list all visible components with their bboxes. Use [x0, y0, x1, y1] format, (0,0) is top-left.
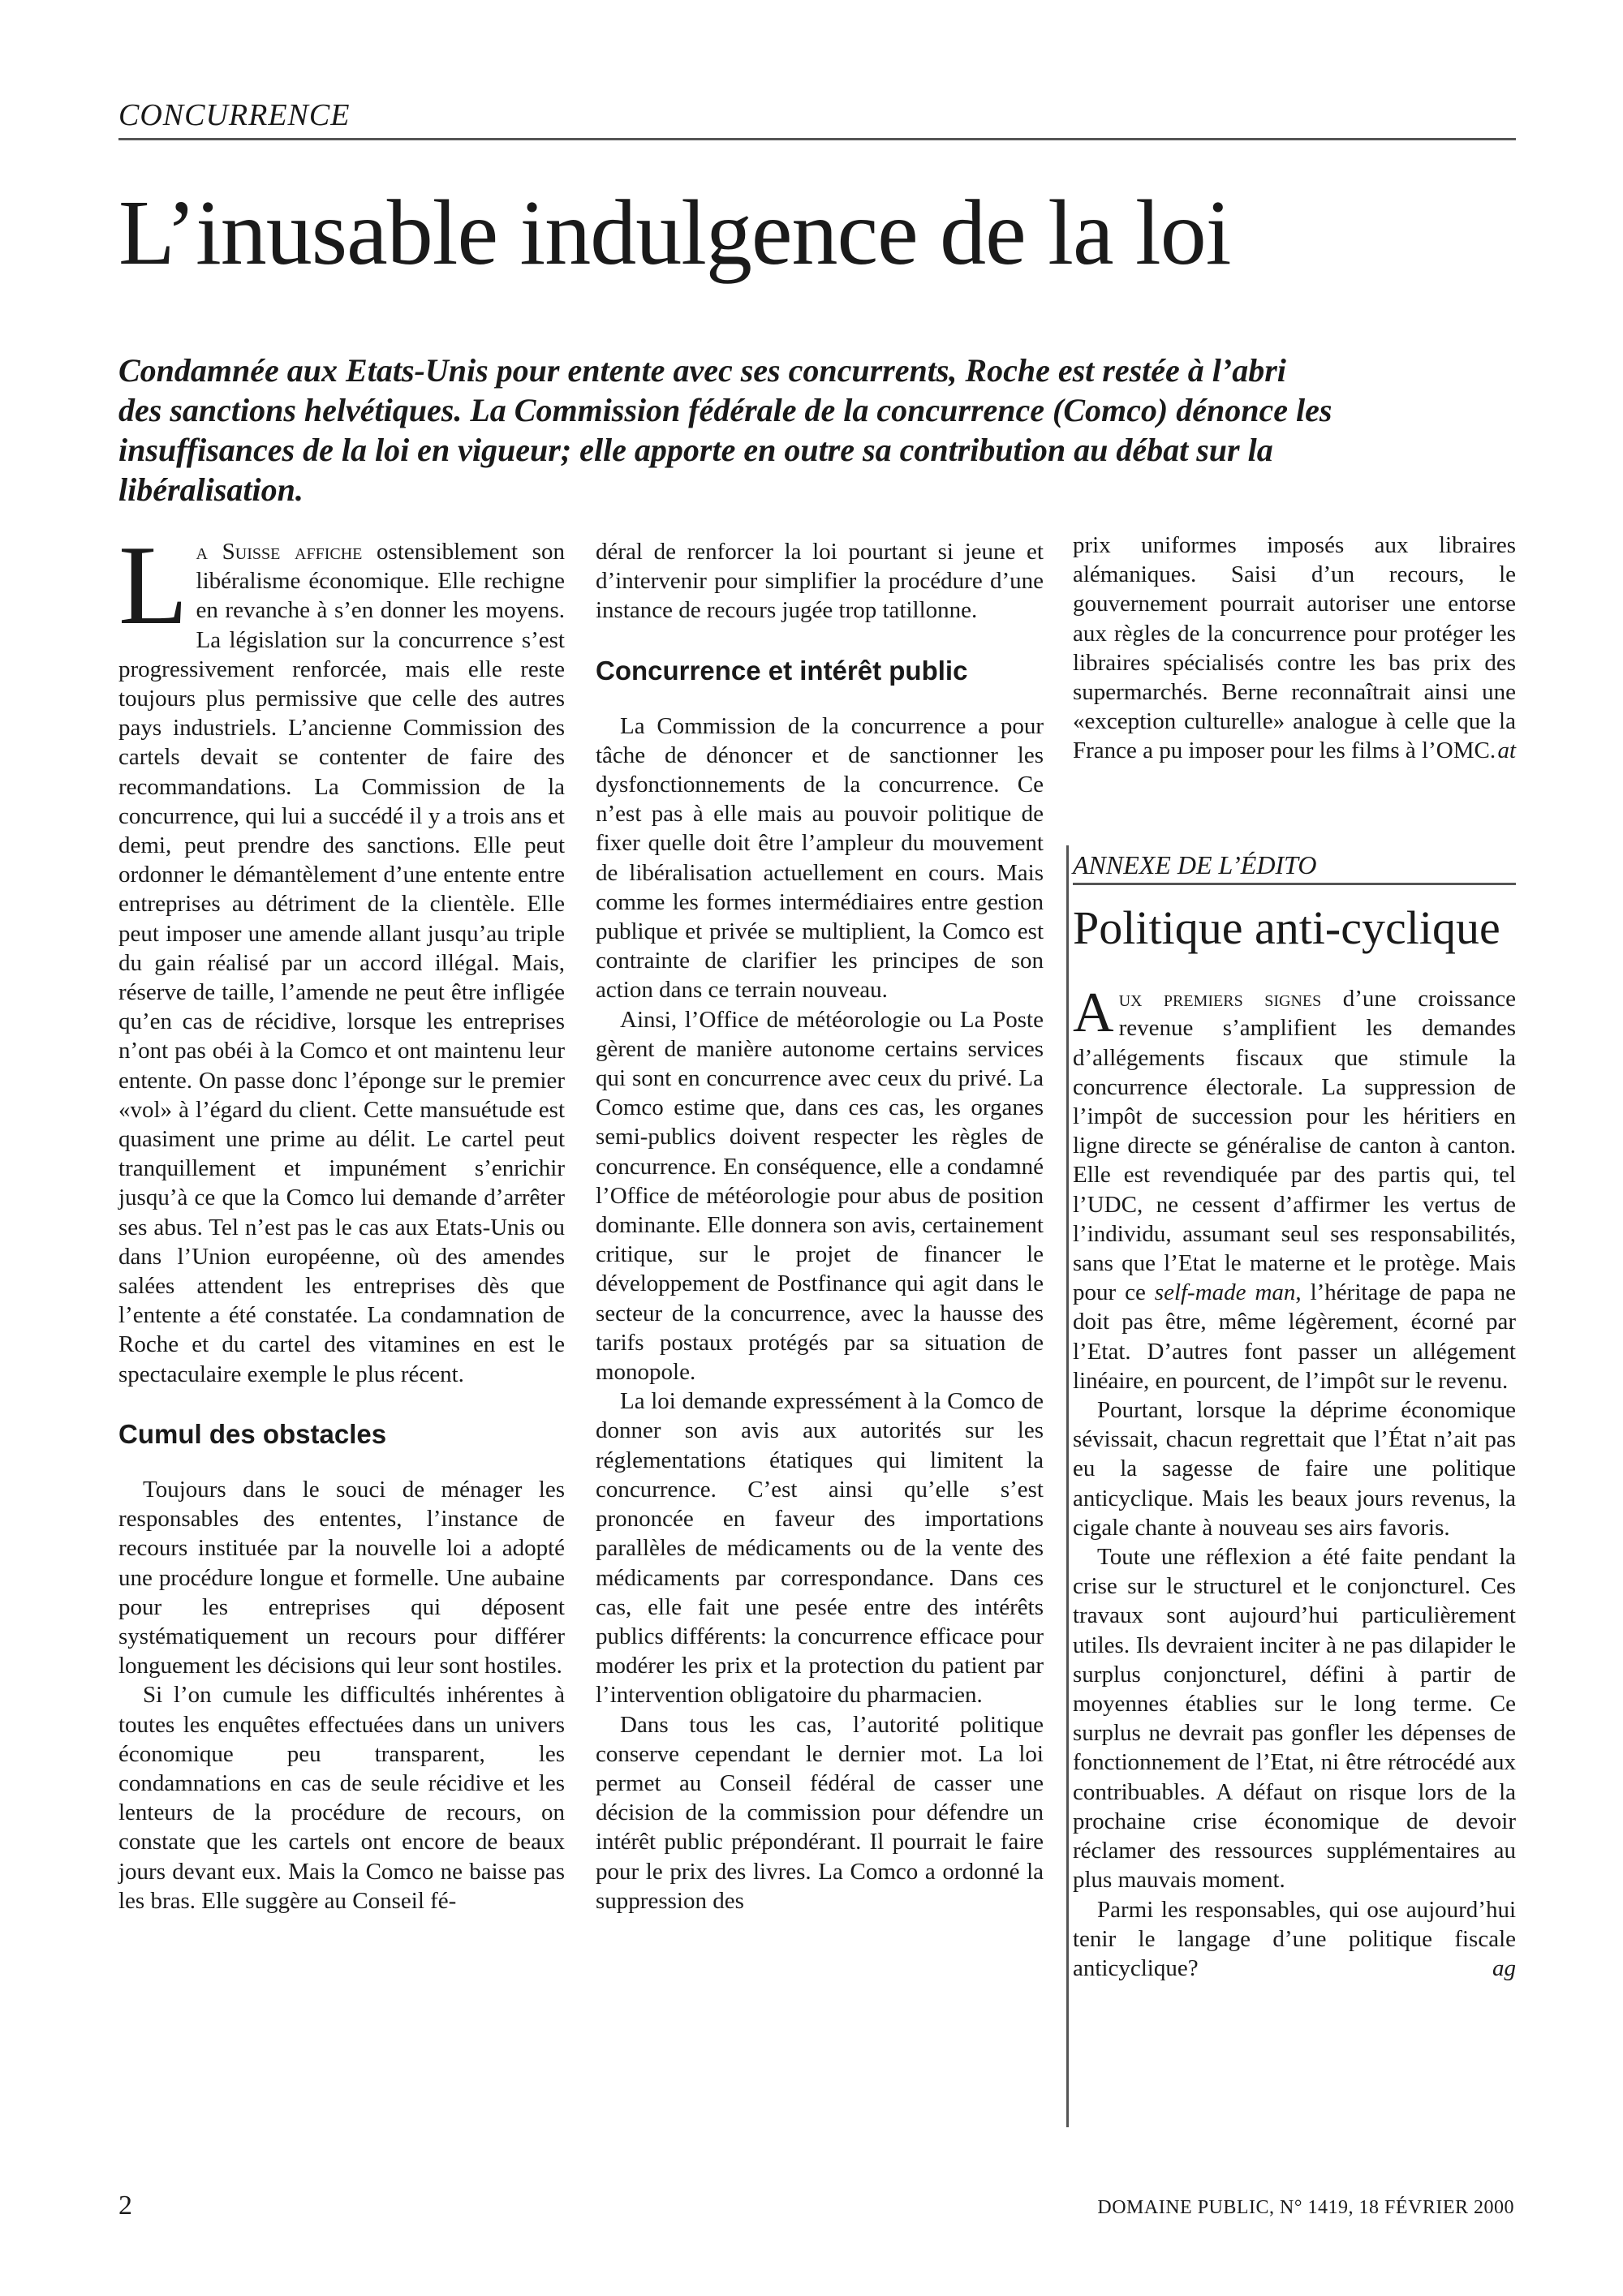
annex-paragraph-4	[1073, 1895, 1516, 1984]
paragraph-text: , l’héritage de papa ne doit pas être, même légèrement, écorné par l’Etat. D’autres font passer un allégement linéaire, en pourcent, de l’impôt sur le revenu.	[1073, 1279, 1516, 1394]
intro-smallcaps: ux premiers signes	[1118, 986, 1322, 1013]
article-lead: Condamnée aux Etats-Unis pour entente avec ses concurrents, Roche est restée à l’abri des sanctions helvétiques. La Commission fédérale de la concurrence (Comco) dénonce les insuffisances de la loi en vigueur; elle apporte en outre sa contribution au débat sur la libéralisation.	[118, 352, 1332, 508]
article-title: L’inusable indulgence de la loi	[118, 181, 1231, 284]
article-column-3	[1073, 531, 1516, 766]
author-signature: ag	[1492, 1954, 1516, 1981]
article-column-1	[118, 522, 565, 1915]
drop-cap: A	[1073, 982, 1114, 1045]
annex-edito	[1073, 850, 1516, 1983]
annex-paragraph-2: Pourtant, lorsque la déprime économique sévissait, chacun regrettait que l’État n’ait pas eu la sagesse de faire une politique anticyclique. Mais les beaux jours revenus, la cigale chante à nouveau ses airs favoris.	[1073, 1397, 1516, 1541]
subheading-interet-public: Concurrence et intérêt public	[596, 655, 968, 686]
annex-paragraph-1	[1073, 984, 1516, 1395]
subheading-cumul: Cumul des obstacles	[118, 1418, 387, 1449]
article-paragraph-3a: Si l’on cumule les difficultés inhérentes à toutes les enquêtes effectuées dans un univers économique peu transparent, les condamnations en cas de seule récidive et les lenteurs de la procédure de recours, on constate que les cartels ont encore de beaux jours devant eux. Mais la Comco ne baisse pas les bras. Elle suggère au Conseil fé-	[118, 1682, 565, 1914]
annex-rubric: ANNEXE DE L’ÉDITO	[1073, 850, 1516, 885]
annex-title: Politique anti-cyclique	[1073, 901, 1500, 955]
paragraph-text: d’une croissance revenue s’amplifient les demandes d’allégements fiscaux que stimule la concurrence électorale. La suppression de l’impôt de succession pour les héritiers en ligne directe se généralise de canton à canton. Elle est revendiquée par des partis qui, tel l’UDC, ne cessent d’affirmer les vertus de l’individu, assumant seul ses responsabilités, sans que l’Etat le materne et le protège. Mais pour ce	[1073, 986, 1516, 1306]
annex-paragraph-3: Toute une réflexion a été faite pendant la crise sur le structurel et le conjoncturel. Ces travaux sont aujourd’hui particulièrement utiles. Ils devraient inciter à ne pas dilapider le surplus conjoncturel, défini à partir de moyennes établies sur le long terme. Ce surplus ne devrait pas gonfler les dépenses de fonctionnement de l’Etat, ni être rétrocédé aux contribuables. A défaut on risque lors de la prochaine crise économique de devoir réclamer des ressources supplémentaires au plus mauvais moment.	[1073, 1544, 1516, 1894]
article-paragraph-6: La loi demande expressément à la Comco de donner son avis aux autorités sur les réglementations étatiques qui limitent la concurrence. C’est ainsi qu’elle s’est prononcée en faveur des importations parallèles de médicaments ou de la vente des médicaments par correspondance. Dans ces cas, elle fait une pesée entre des intérêts publics différents: la concurrence efficace pour modérer les prix et la protection du patient par l’intervention obligatoire du pharmacien.	[596, 1388, 1044, 1709]
paragraph-text: ostensiblement son libéralisme économique. Elle rechigne en revanche à s’en donner les moyens. La législation sur la concurrence s’est progressivement renforcée, mais elle reste toujours plus permissive que celle des autres pays industriels. L’ancienne Commission des cartels devait se contenter de faire des recommandations. La Commission de la concurrence, qui lui a succédé il y a trois ans et demi, peut prendre des sanctions. Elle peut ordonner le démantèlement d’une entente entre entreprises au détriment de la clientèle. Elle peut imposer une amende allant jusqu’au triple du gain réalisé par un accord illégal. Mais, réserve de taille, l’amende ne peut être infligée qu’en cas de récidive, lorsque les entreprises n’ont pas obéi à la Comco et ont maintenu leur entente. On passe donc l’éponge sur le premier «vol» à l’égard du client. Cette mansuétude est quasiment une prime au délit. Le cartel peut tranquillement et impunément s’enrichir jusqu’à ce que la Comco lui demande d’arrêter ses abus. Tel n’est pas le cas aux Etats-Unis ou dans l’Union européenne, où des amendes salées attendent les entreprises dès que l’entente a été constatée. La condamnation de Roche et du cartel des vitamines en est le spectaculaire exemple le plus récent.	[118, 539, 565, 1387]
article-paragraph-2: Toujours dans le souci de ménager les responsables des ententes, l’instance de recours instituée par la nouvelle loi a adopté une procédure longue et formelle. Une aubaine pour les entreprises qui déposent systématiquement un recours pour différer longuement les décisions qui leur sont hostiles.	[118, 1476, 565, 1679]
article-paragraph-7a: Dans tous les cas, l’autorité politique conserve cependant le dernier mot. La loi permet au Conseil fédéral de casser une décision de la commission pour défendre un intérêt public prépondérant. Il pourrait le faire pour le prix des livres. La Comco a ordonné la suppression des	[596, 1711, 1044, 1914]
publication-info: DOMAINE PUBLIC, N° 1419, 18 FÉVRIER 2000	[1097, 2197, 1514, 2218]
paragraph-text: Parmi les responsables, qui ose aujourd’hui tenir le langage d’une politique fiscale anticyclique?	[1073, 1896, 1516, 1981]
drop-cap: L	[118, 522, 188, 648]
page-number: 2	[118, 2191, 132, 2221]
section-rubric: CONCURRENCE	[118, 97, 1516, 140]
paragraph-text: prix uniformes imposés aux libraires alémaniques. Saisi d’un recours, le gouvernement pourrait autoriser une entorse aux règles de la concurrence pour protéger les libraires spécialisés contre les bas prix des supermarchés. Berne reconnaîtrait ainsi une «exception culturelle» analogue à celle que la France a pu imposer pour les films à l’OMC.	[1073, 532, 1516, 764]
article-paragraph-4: La Commission de la concurrence a pour tâche de dénoncer et de sanctionner les dysfonctionnements de la concurrence. Ce n’est pas à elle mais au pouvoir politique de fixer quelle doit être l’ampleur du mouvement de libéralisation actuellement en cours. Mais comme les formes intermédiaires entre gestion publique et privée se multiplient, la Comco est contrainte de clarifier les principes de son action dans ce terrain nouveau.	[596, 712, 1044, 1004]
article-paragraph-5: Ainsi, l’Office de météorologie ou La Poste gèrent de manière autonome certains services qui sont en concurrence avec ceux du privé. La Comco estime que, dans ces cas, les organes semi-publics doivent respecter les règles de concurrence. En conséquence, elle a condamné l’Office de météorologie pour abus de position dominante. Elle donnera son avis, certainement critique, sur le projet de financer le développement de Postfinance qui agit dans le secteur de la concurrence, avec la hausse des tarifs postaux protégés par sa situation de monopole.	[596, 1006, 1044, 1386]
italic-term: self-made man	[1154, 1279, 1296, 1306]
article-column-2	[596, 537, 1044, 1915]
intro-smallcaps: a Suisse affiche	[196, 539, 363, 565]
author-signature: at	[1497, 737, 1516, 764]
article-paragraph-3b: déral de renforcer la loi pourtant si jeune et d’intervenir pour simplifier la procédure d’une instance de recours jugée trop tatillonne.	[596, 539, 1044, 624]
article-paragraph-7b	[1073, 531, 1516, 766]
article-paragraph-1	[118, 522, 565, 1389]
